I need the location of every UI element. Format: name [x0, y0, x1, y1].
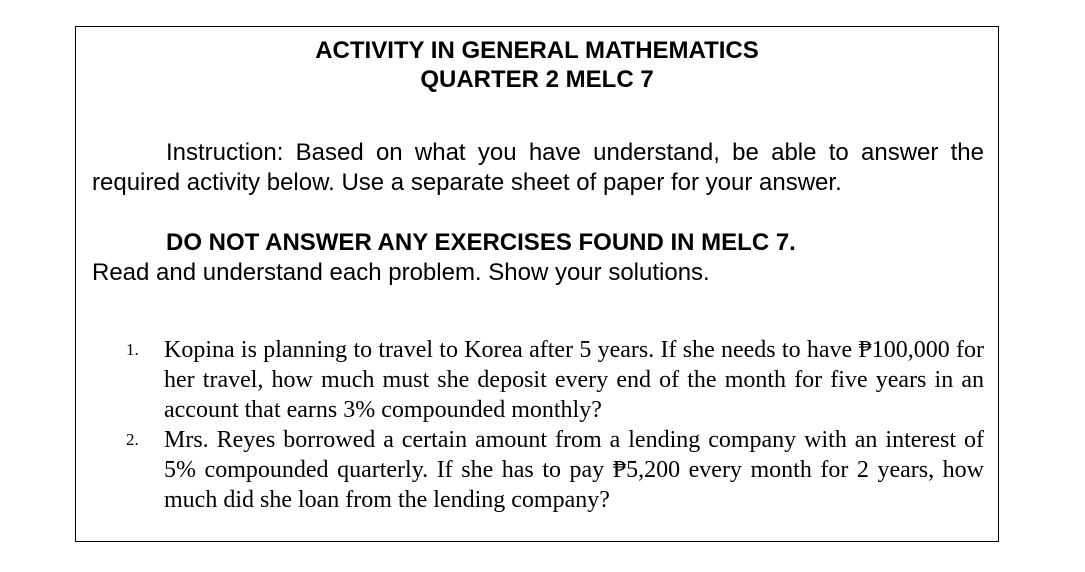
problem-text: Kopina is planning to travel to Korea after 5 years. If she needs to have ₱100,000 for her travel, how much must she deposit every end of the month for five years in an account that earns 3% compounded monthly? — [164, 337, 984, 423]
problem-item — [126, 425, 984, 515]
activity-document — [75, 26, 999, 542]
instruction-paragraph — [92, 138, 984, 198]
problem-list — [126, 335, 984, 515]
title-line-1: ACTIVITY IN GENERAL MATHEMATICS — [315, 37, 759, 64]
problem-number: 2. — [126, 430, 139, 449]
warning-text: DO NOT ANSWER ANY EXERCISES FOUND IN MELC 7. — [166, 229, 796, 256]
instruction-text: Instruction: Based on what you have understand, be able to answer the required activity below. Use a separate sheet of paper for your answer. — [92, 139, 984, 196]
problem-item — [126, 335, 984, 425]
problem-number: 1. — [126, 340, 139, 359]
document-title — [76, 36, 998, 94]
read-instruction: Read and understand each problem. Show your solutions. — [92, 259, 710, 286]
problem-text: Mrs. Reyes borrowed a certain amount from a lending company with an interest of 5% compounded quarterly. If she has to pay ₱5,200 every month for 2 years, how much did she loan from the lending company? — [164, 427, 984, 513]
title-line-2: QUARTER 2 MELC 7 — [420, 66, 654, 93]
